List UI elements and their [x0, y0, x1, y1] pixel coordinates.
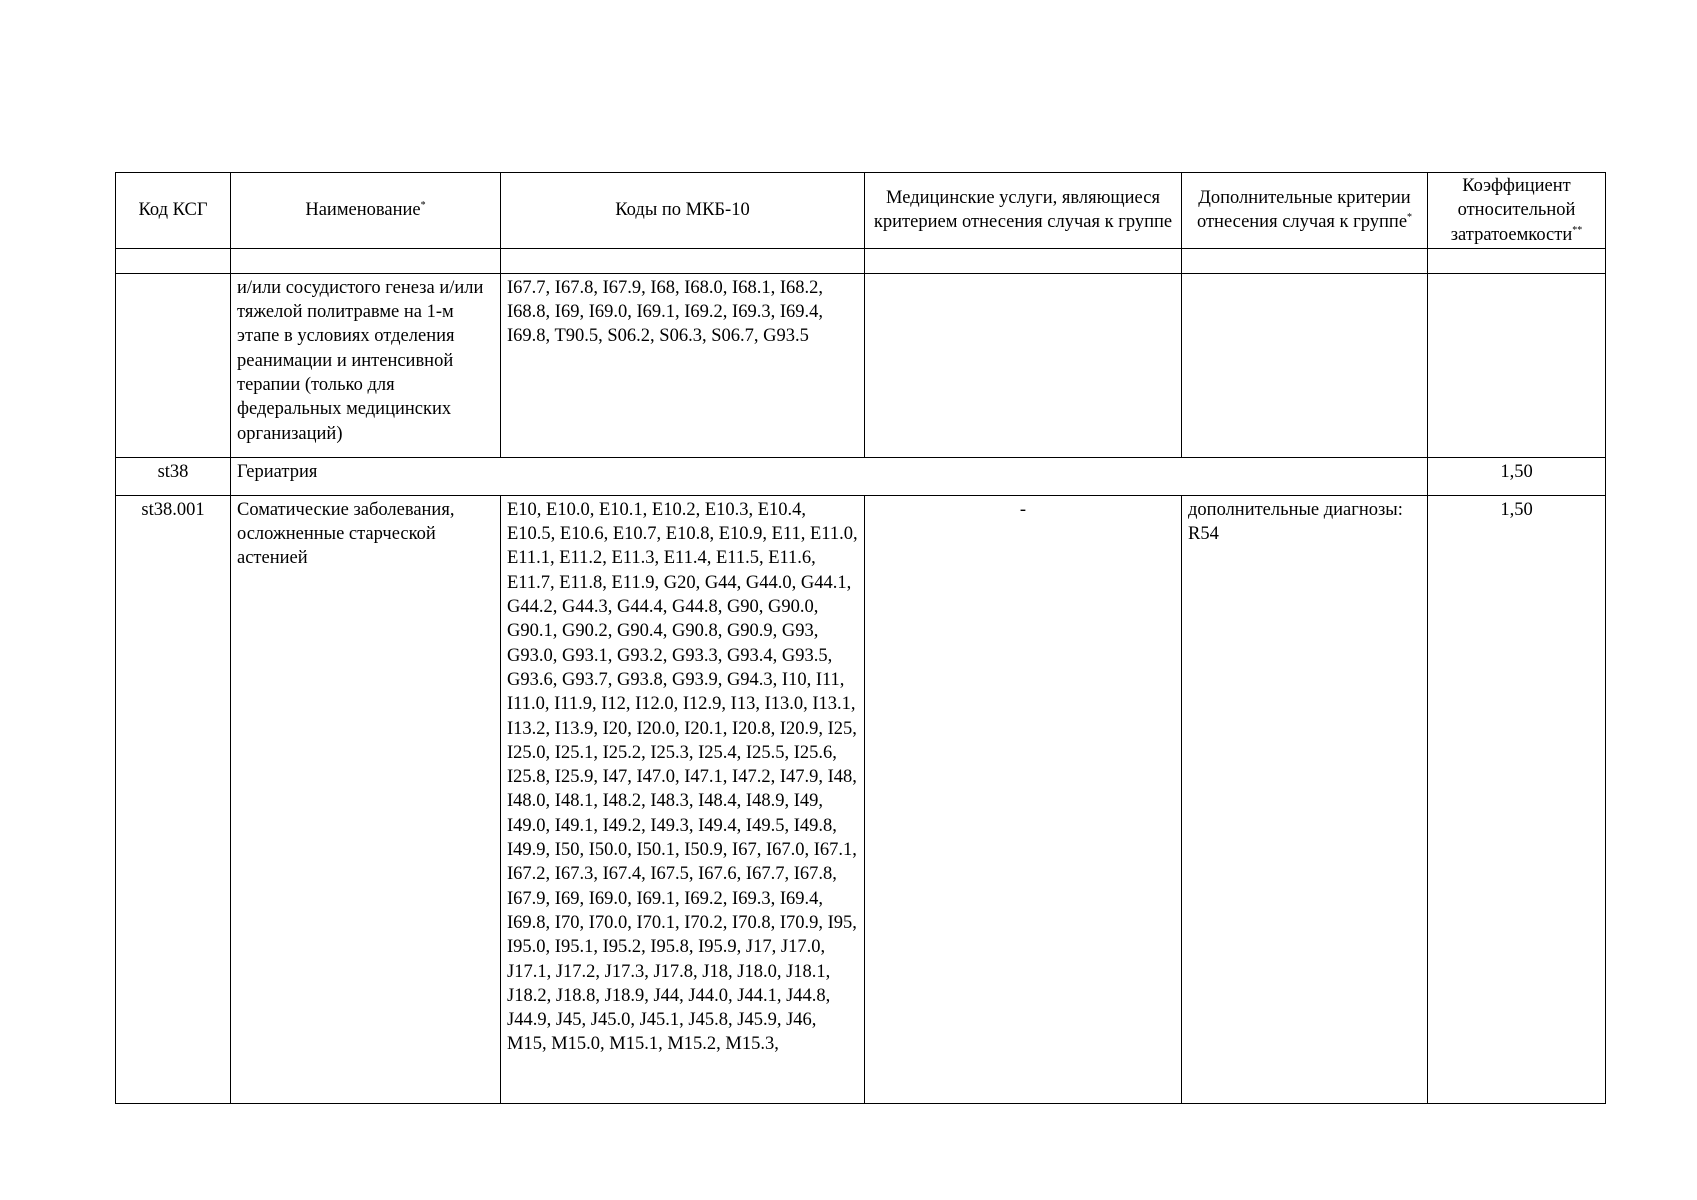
cell-mkb: I67.7, I67.8, I67.9, I68, I68.0, I68.1, I68.2, I68.8, I69, I69.0, I69.1, I69.2, I69.3, I69.4, I69.8, T90.5, S06.2, S06.3, S06.7, G93.5 — [501, 273, 865, 457]
cell-name: и/или сосудистого генеза и/или тяжелой политравме на 1-м этапе в условиях отделения реанимации и интенсивной терапии (только для федеральных медицинских организаций) — [231, 273, 501, 457]
cell-coef — [1428, 273, 1606, 457]
header-name-mark: * — [420, 200, 426, 212]
header-criteria: Дополнительные критерии отнесения случая к группе* — [1182, 173, 1428, 249]
header-services: Медицинские услуги, являющиеся критерием отнесения случая к группе — [865, 173, 1182, 249]
header-name: Наименование* — [231, 173, 501, 249]
header-criteria-mark: * — [1407, 212, 1413, 224]
cell-name: Гериатрия — [231, 457, 1428, 495]
cell-services — [865, 273, 1182, 457]
cell-criteria — [1182, 273, 1428, 457]
table-row — [116, 273, 1606, 457]
header-code: Код КСГ — [116, 173, 231, 249]
cell-coef: 1,50 — [1428, 495, 1606, 1103]
table-row — [116, 495, 1606, 1103]
table-spacer-row — [116, 248, 1606, 273]
cell-mkb: E10, E10.0, E10.1, E10.2, E10.3, E10.4, E10.5, E10.6, E10.7, E10.8, E10.9, E11, E11.0, E11.1, E11.2, E11.3, E11.4, E11.5, E11.6, E11.7, E11.8, E11.9, G20, G44, G44.0, G44.1, G44.2, G44.3, G44.4, G44.8, G90, G90.0, G90.1, G90.2, G90.4, G90.8, G90.9, G93, G93.0, G93.1, G93.2, G93.3, G93.4, G93.5, G93.6, G93.7, G93.8, G93.9, G94.3, I10, I11, I11.0, I11.9, I12, I12.0, I12.9, I13, I13.0, I13.1, I13.2, I13.9, I20, I20.0, I20.1, I20.8, I20.9, I25, I25.0, I25.1, I25.2, I25.3, I25.4, I25.5, I25.6, I25.8, I25.9, I47, I47.0, I47.1, I47.2, I47.9, I48, I48.0, I48.1, I48.2, I48.3, I48.4, I48.9, I49, I49.0, I49.1, I49.2, I49.3, I49.4, I49.5, I49.8, I49.9, I50, I50.0, I50.1, I50.9, I67, I67.0, I67.1, I67.2, I67.3, I67.4, I67.5, I67.6, I67.7, I67.8, I67.9, I69, I69.0, I69.1, I69.2, I69.3, I69.4, I69.8, I70, I70.0, I70.1, I70.2, I70.8, I70.9, I95, I95.0, I95.1, I95.2, I95.8, I95.9, J17, J17.0, J17.1, J17.2, J17.3, J17.8, J18, J18.0, J18.1, J18.2, J18.8, J18.9, J44, J44.0, J44.1, J44.8, J44.9, J45, J45.0, J45.1, J45.8, J45.9, J46, M15, M15.0, M15.1, M15.2, M15.3, — [501, 495, 865, 1103]
cell-coef: 1,50 — [1428, 457, 1606, 495]
header-coef: Коэффициент относительной затратоемкости** — [1428, 173, 1606, 249]
cell-code: st38.001 — [116, 495, 231, 1103]
table-header-row — [116, 173, 1606, 249]
ksg-table — [115, 172, 1606, 1104]
table-row-group — [116, 457, 1606, 495]
cell-services: - — [865, 495, 1182, 1103]
header-coef-mark: ** — [1572, 224, 1583, 236]
header-mkb: Коды по МКБ-10 — [501, 173, 865, 249]
cell-criteria: дополнительные диагнозы: R54 — [1182, 495, 1428, 1103]
cell-name: Соматические заболевания, осложненные старческой астенией — [231, 495, 501, 1103]
cell-code: st38 — [116, 457, 231, 495]
cell-code — [116, 273, 231, 457]
